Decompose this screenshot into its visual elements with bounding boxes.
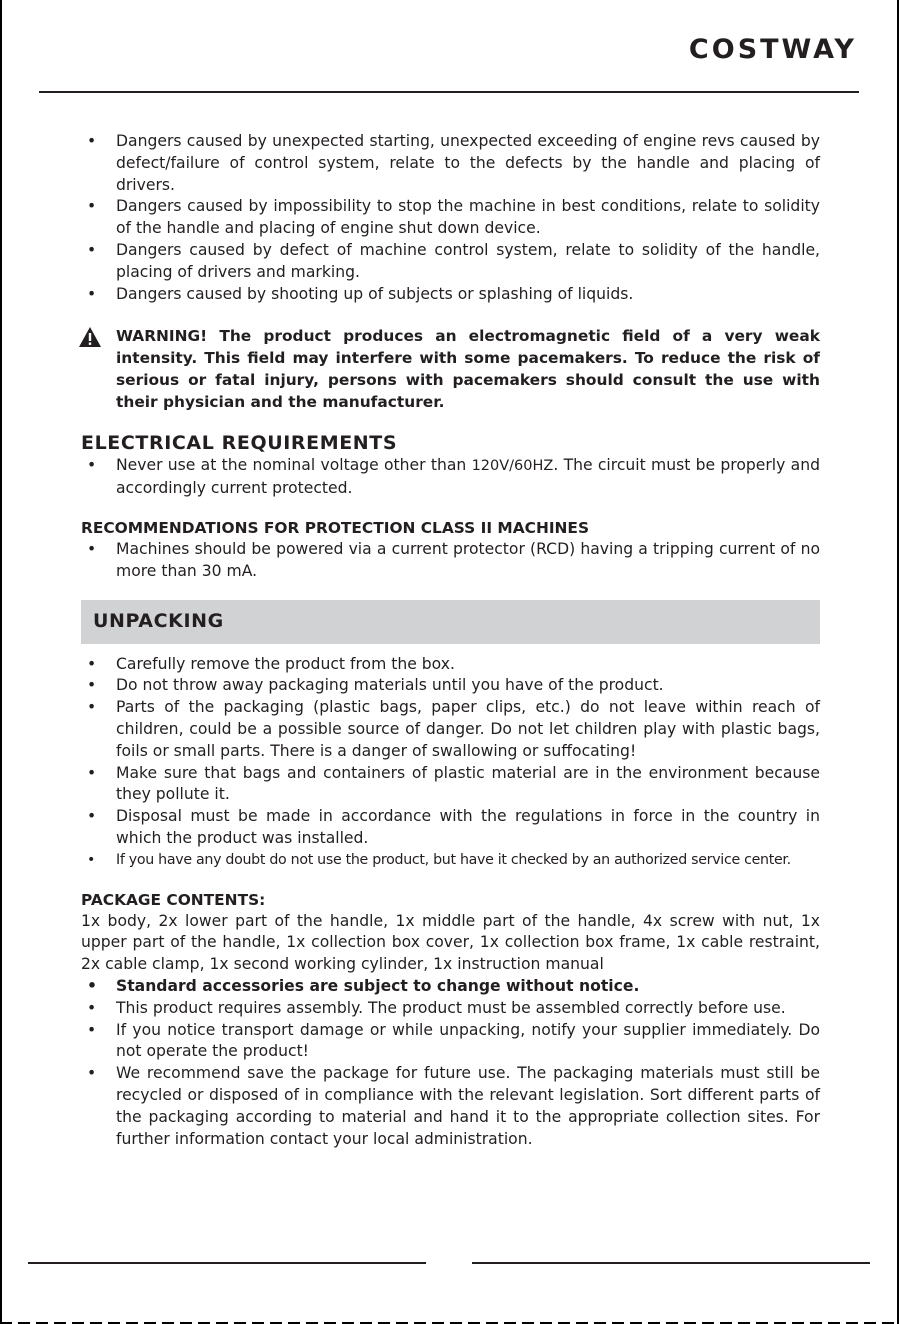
list-item: • If you notice transport damage or while unpacking, notify your supplier immediately. Do not operate the product! — [81, 1020, 820, 1064]
list-item — [81, 455, 820, 500]
footer-rule-right — [472, 1262, 870, 1264]
hazard-list — [81, 131, 820, 305]
brand-logo: COSTWAY — [688, 34, 857, 65]
package-heading: PACKAGE CONTENTS: — [81, 890, 266, 909]
electrical-list — [81, 455, 820, 500]
list-item: • Disposal must be made in accordance with the regulations in force in the country in which the product was installed. — [81, 806, 820, 850]
list-item: • Make sure that bags and containers of plastic material are in the environment because they pollute it. — [81, 763, 820, 807]
list-item: • Machines should be powered via a current protector (RCD) having a tripping current of no more than 30 mA. — [81, 539, 820, 583]
list-item: • We recommend save the package for future use. The packaging materials must still be recycled or disposed of in compliance with the relevant legislation. Sort different parts of the packaging according to material and hand it to the appropriate collection sites. For further information contact your local administration. — [81, 1063, 820, 1150]
protection-heading: RECOMMENDATIONS FOR PROTECTION CLASS II MACHINES — [81, 518, 590, 537]
electrical-text-after: . The circuit must be properly and accordingly current protected. — [116, 456, 820, 498]
list-item: • Dangers caused by impossibility to stop the machine in best conditions, relate to solidity of the handle and placing of engine shut down device. — [81, 196, 820, 240]
notes-list — [81, 976, 820, 1150]
header-divider — [39, 91, 859, 93]
electrical-heading: ELECTRICAL REQUIREMENTS — [81, 432, 398, 455]
unpacking-list — [81, 654, 820, 872]
unpacking-band — [81, 600, 820, 644]
warning-text: WARNING! The product produces an electromagnetic field of a very weak intensity. This field may interfere with some pacemakers. To reduce the risk of serious or fatal injury, persons with pacemakers should consult the use with their physician and the manufacturer. — [116, 327, 820, 412]
list-item: • Standard accessories are subject to change without notice. — [81, 976, 820, 998]
list-item: • Parts of the packaging (plastic bags, paper clips, etc.) do not leave within reach of children, could be a possible source of danger. Do not let children play with plastic bags, foils or small parts. There is a danger of swallowing or suffocating! — [81, 697, 820, 762]
warning-triangle-icon — [78, 326, 102, 348]
list-item: • Do not throw away packaging materials until you have of the product. — [81, 675, 820, 697]
package-contents-text: 1x body, 2x lower part of the handle, 1x middle part of the handle, 4x screw with nut, 1x upper part of the handle, 1x collection box cover, 1x collection box frame, 1x cable restraint, 2x cable clamp, 1x second working cylinder, 1x instruction manual — [81, 911, 820, 974]
electrical-text-before: Never use at the nominal voltage other than — [116, 456, 467, 475]
page-border-left — [0, 0, 2, 1324]
list-item: • Dangers caused by shooting up of subjects or splashing of liquids. — [81, 284, 820, 306]
list-item: • Dangers caused by defect of machine control system, relate to solidity of the handle, placing of drivers and marking. — [81, 240, 820, 284]
page-content — [81, 131, 820, 1150]
voltage-value: 120V/60HZ — [471, 458, 554, 475]
list-item: • Dangers caused by unexpected starting, unexpected exceeding of engine revs caused by defect/failure of control system, relate to the defects by the handle and placing of drivers. — [81, 131, 820, 196]
list-item: • If you have any doubt do not use the product, but have it checked by an authorized service center. — [81, 850, 820, 872]
footer-rule-left — [28, 1262, 426, 1264]
unpacking-heading: UNPACKING — [93, 609, 224, 632]
list-item: • Carefully remove the product from the box. — [81, 654, 820, 676]
pacemaker-warning — [81, 325, 820, 413]
protection-list — [81, 539, 820, 583]
list-item: • This product requires assembly. The product must be assembled correctly before use. — [81, 998, 820, 1020]
